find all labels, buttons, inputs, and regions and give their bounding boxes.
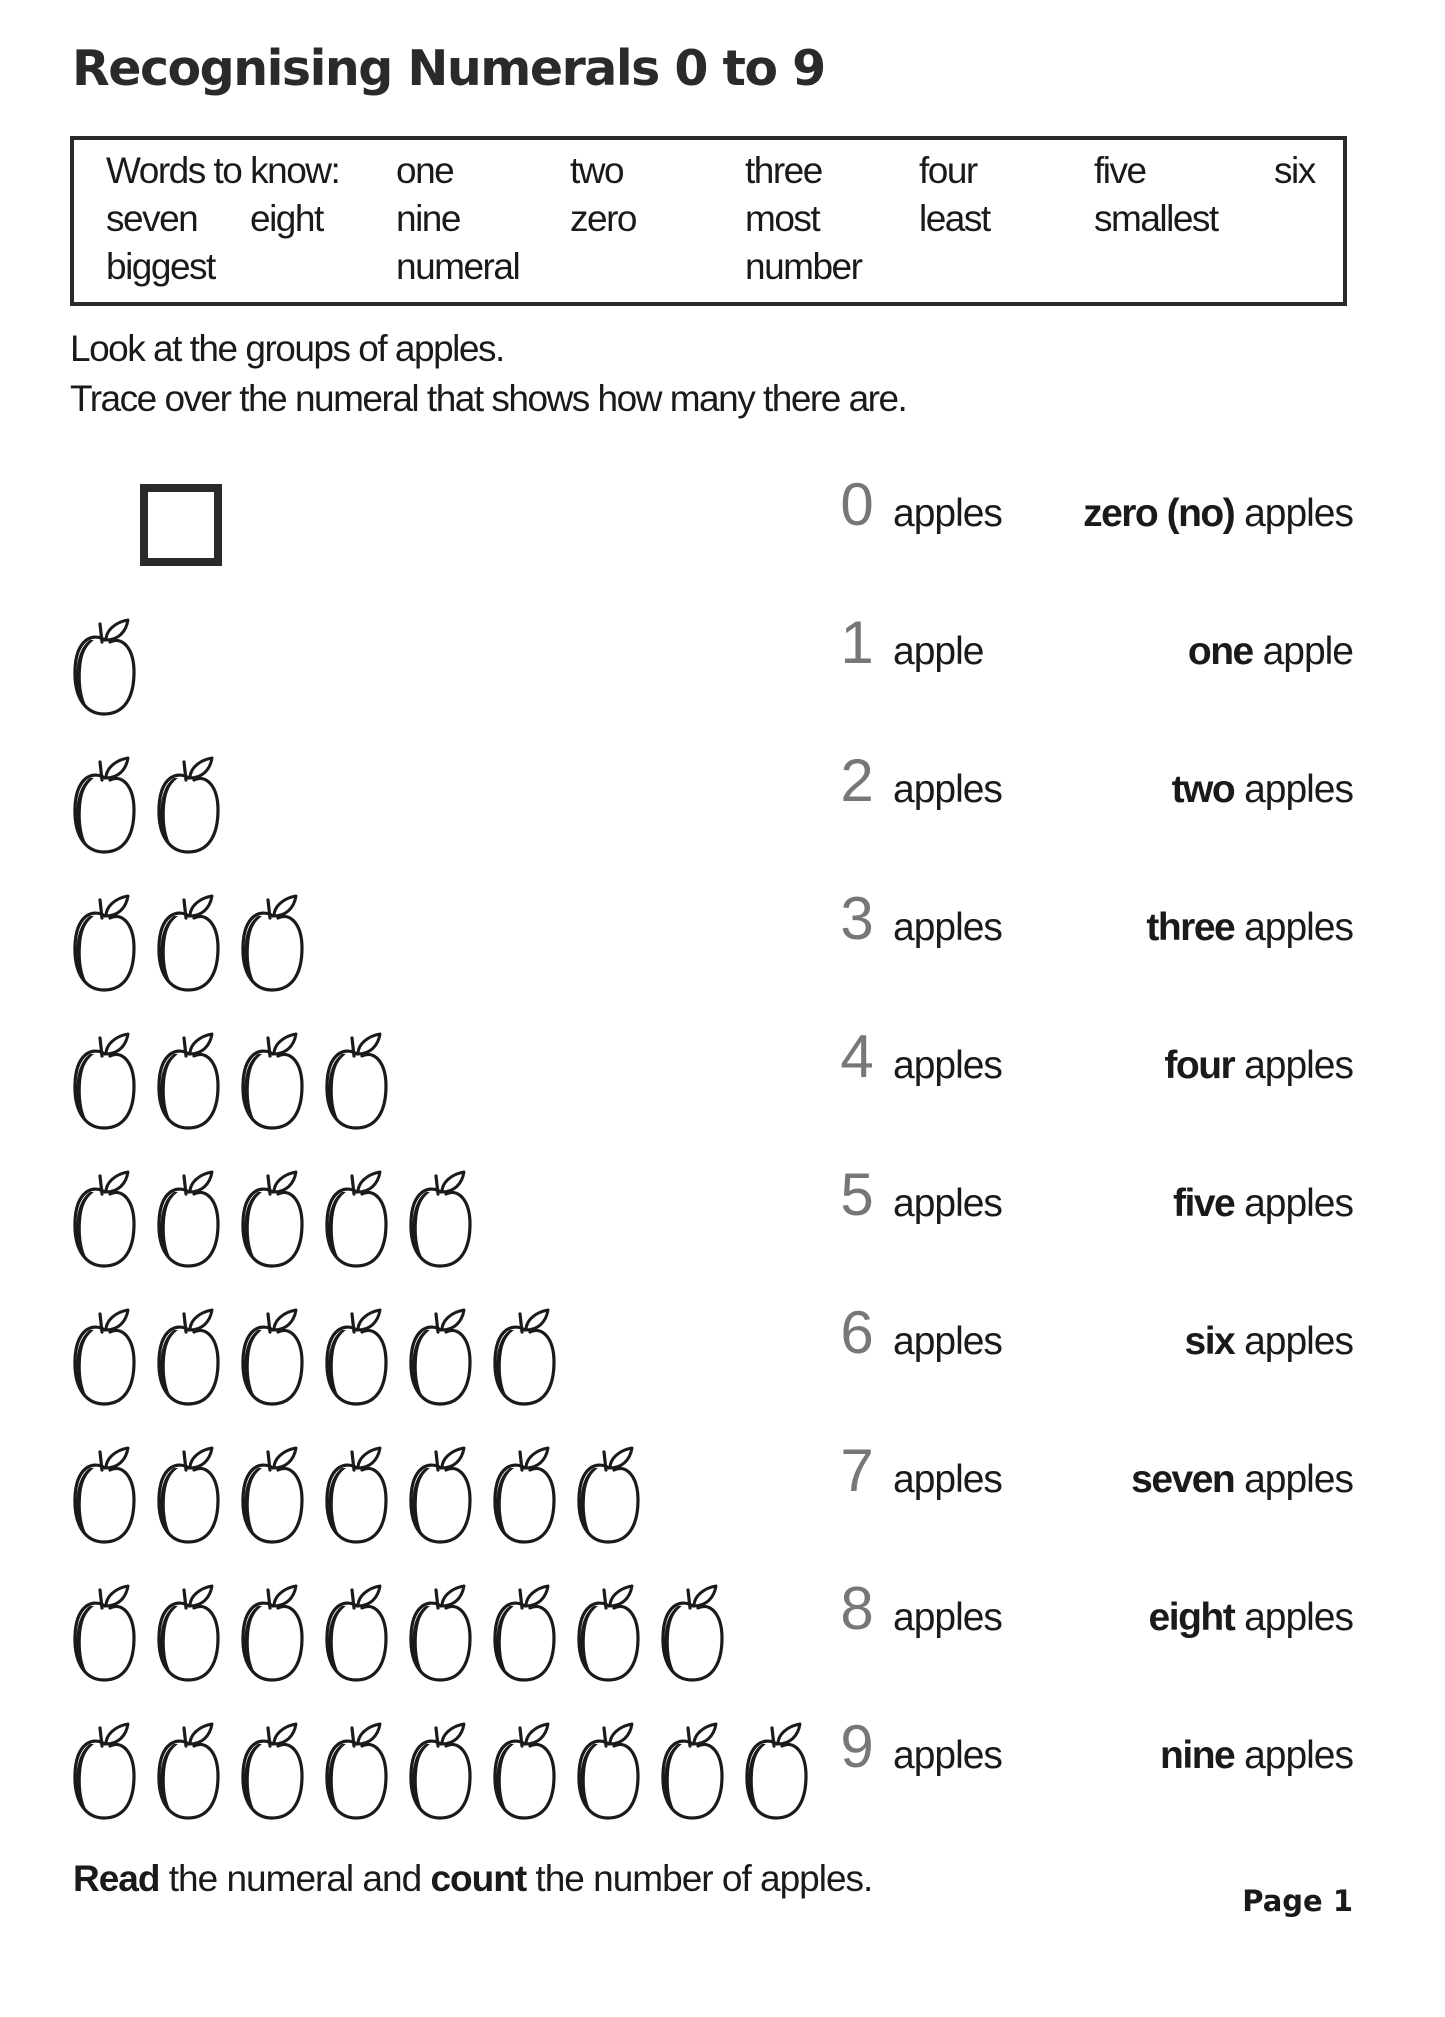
trace-numeral[interactable]: 4 (840, 1023, 874, 1090)
words-line-2 (74, 198, 1343, 246)
apple-outline-icon (70, 1722, 140, 1822)
numeral-unit: apples (893, 1182, 1002, 1225)
number-word (1188, 630, 1353, 674)
apple-row-4 (0, 1022, 1445, 1142)
words-line-3 (74, 246, 1343, 294)
apple-outline-icon (238, 894, 308, 994)
numeral-unit: apples (893, 492, 1002, 535)
footer-text-1: the numeral and (159, 1858, 431, 1899)
word-most: most (745, 198, 820, 239)
word-four: four (919, 150, 977, 191)
number-word-unit: apples (1244, 492, 1353, 535)
apple-outline-icon (490, 1446, 560, 1546)
apple-outline-icon (70, 1170, 140, 1270)
apple-outline-icon (154, 1446, 224, 1546)
apple-outline-icon (70, 756, 140, 856)
number-word (1146, 906, 1353, 950)
apple-outline-icon (742, 1722, 812, 1822)
number-word (1160, 1734, 1353, 1778)
apple-row-3 (0, 884, 1445, 1004)
apple-row-1 (0, 608, 1445, 728)
words-line-1 (74, 150, 1343, 198)
apple-outline-icon (574, 1584, 644, 1684)
apple-outline-icon (70, 1584, 140, 1684)
apple-outline-icon (490, 1308, 560, 1408)
word-zero: zero (570, 198, 636, 239)
apple-row-0 (0, 470, 1445, 590)
word-nine: nine (396, 198, 460, 239)
number-word-bold: four (1164, 1044, 1235, 1087)
trace-numeral[interactable]: 3 (840, 885, 874, 952)
apple-outline-icon (322, 1032, 392, 1132)
word-least: least (919, 198, 990, 239)
words-to-know-label: Words to know: (106, 150, 340, 191)
word-five: five (1094, 150, 1146, 191)
apple-outline-icon (406, 1170, 476, 1270)
word-numeral: numeral (396, 246, 520, 287)
word-six: six (1274, 150, 1315, 191)
numeral-unit: apples (893, 1320, 1002, 1363)
apple-outline-icon (322, 1308, 392, 1408)
trace-numeral[interactable]: 6 (840, 1299, 874, 1366)
apple-outline-icon (70, 1308, 140, 1408)
word-seven: seven (106, 198, 198, 239)
number-word-bold: six (1184, 1320, 1235, 1363)
trace-numeral[interactable]: 7 (840, 1437, 874, 1504)
apple-outline-icon (322, 1722, 392, 1822)
apple-outline-icon (406, 1446, 476, 1546)
trace-numeral[interactable]: 9 (840, 1713, 874, 1780)
numeral-unit: apples (893, 1044, 1002, 1087)
trace-numeral[interactable]: 8 (840, 1575, 874, 1642)
instruction-line-2: Trace over the numeral that shows how many there are. (70, 378, 907, 419)
apple-outline-icon (658, 1722, 728, 1822)
apple-outline-icon (406, 1722, 476, 1822)
numeral-unit: apples (893, 1596, 1002, 1639)
number-word (1149, 1596, 1353, 1640)
number-word-bold: eight (1148, 1596, 1235, 1639)
apple-row-6 (0, 1298, 1445, 1418)
number-word-bold: nine (1160, 1734, 1235, 1777)
number-word (1083, 492, 1353, 536)
apple-outline-icon (574, 1722, 644, 1822)
apple-outline-icon (154, 1308, 224, 1408)
number-word-bold: one (1187, 630, 1253, 673)
apple-row-9 (0, 1712, 1445, 1832)
apple-outline-icon (154, 894, 224, 994)
number-word-unit: apples (1244, 1182, 1353, 1225)
word-eight: eight (250, 198, 323, 239)
apple-outline-icon (238, 1584, 308, 1684)
apple-outline-icon (154, 1584, 224, 1684)
page-title: Recognising Numerals 0 to 9 (72, 40, 825, 97)
number-word (1172, 768, 1353, 812)
numeral-unit: apples (893, 1734, 1002, 1777)
numeral-unit: apples (893, 906, 1002, 949)
apple-outline-icon (658, 1584, 728, 1684)
footer-count-bold: count (430, 1858, 527, 1899)
apple-outline-icon (322, 1170, 392, 1270)
number-word-bold: five (1173, 1182, 1235, 1225)
page-number: Page 1 (1242, 1884, 1353, 1918)
apple-outline-icon (490, 1584, 560, 1684)
apple-outline-icon (154, 756, 224, 856)
apple-outline-icon (238, 1446, 308, 1546)
apple-outline-icon (490, 1722, 560, 1822)
trace-numeral[interactable]: 1 (840, 609, 874, 676)
apple-outline-icon (70, 618, 140, 718)
footer-read-bold: Read (73, 1858, 160, 1899)
apple-outline-icon (154, 1170, 224, 1270)
apple-outline-icon (406, 1308, 476, 1408)
word-two: two (570, 150, 624, 191)
apple-row-8 (0, 1574, 1445, 1694)
footer-text-2: the number of apples. (526, 1858, 873, 1899)
apple-outline-icon (70, 1446, 140, 1546)
footer-instruction (73, 1858, 872, 1900)
apple-outline-icon (574, 1446, 644, 1546)
apple-row-7 (0, 1436, 1445, 1556)
word-biggest: biggest (106, 246, 215, 287)
apple-row-2 (0, 746, 1445, 866)
number-word-bold: seven (1131, 1458, 1235, 1501)
apple-outline-icon (154, 1722, 224, 1822)
number-word (1164, 1044, 1353, 1088)
number-word-bold: three (1146, 906, 1235, 949)
number-word-unit: apples (1244, 1596, 1353, 1639)
apple-outline-icon (238, 1722, 308, 1822)
number-word-bold: zero (no) (1083, 492, 1235, 535)
trace-numeral[interactable]: 2 (840, 747, 874, 814)
apple-outline-icon (70, 894, 140, 994)
number-word-unit: apples (1244, 1044, 1353, 1087)
number-word-bold: two (1171, 768, 1235, 811)
instruction-line-1: Look at the groups of apples. (70, 328, 504, 369)
number-word-unit: apples (1244, 1320, 1353, 1363)
number-word (1131, 1458, 1353, 1502)
number-word-unit: apples (1244, 1734, 1353, 1777)
apple-outline-icon (238, 1308, 308, 1408)
word-three: three (745, 150, 822, 191)
apple-outline-icon (238, 1032, 308, 1132)
apple-outline-icon (70, 1032, 140, 1132)
apple-outline-icon (238, 1170, 308, 1270)
numeral-unit: apples (893, 768, 1002, 811)
apple-row-5 (0, 1160, 1445, 1280)
trace-numeral[interactable]: 0 (840, 471, 874, 538)
numeral-unit: apple (893, 630, 984, 673)
word-one: one (396, 150, 454, 191)
numeral-unit: apples (893, 1458, 1002, 1501)
word-smallest: smallest (1094, 198, 1218, 239)
apple-outline-icon (322, 1584, 392, 1684)
number-word-unit: apple (1262, 630, 1353, 673)
apple-outline-icon (322, 1446, 392, 1546)
number-word (1173, 1182, 1353, 1226)
number-word (1185, 1320, 1354, 1364)
number-word-unit: apples (1244, 906, 1353, 949)
words-to-know-box (70, 136, 1347, 306)
trace-numeral[interactable]: 5 (840, 1161, 874, 1228)
apple-outline-icon (154, 1032, 224, 1132)
empty-square-icon (140, 484, 222, 566)
number-word-unit: apples (1244, 768, 1353, 811)
number-word-unit: apples (1244, 1458, 1353, 1501)
word-number: number (745, 246, 862, 287)
apple-outline-icon (406, 1584, 476, 1684)
